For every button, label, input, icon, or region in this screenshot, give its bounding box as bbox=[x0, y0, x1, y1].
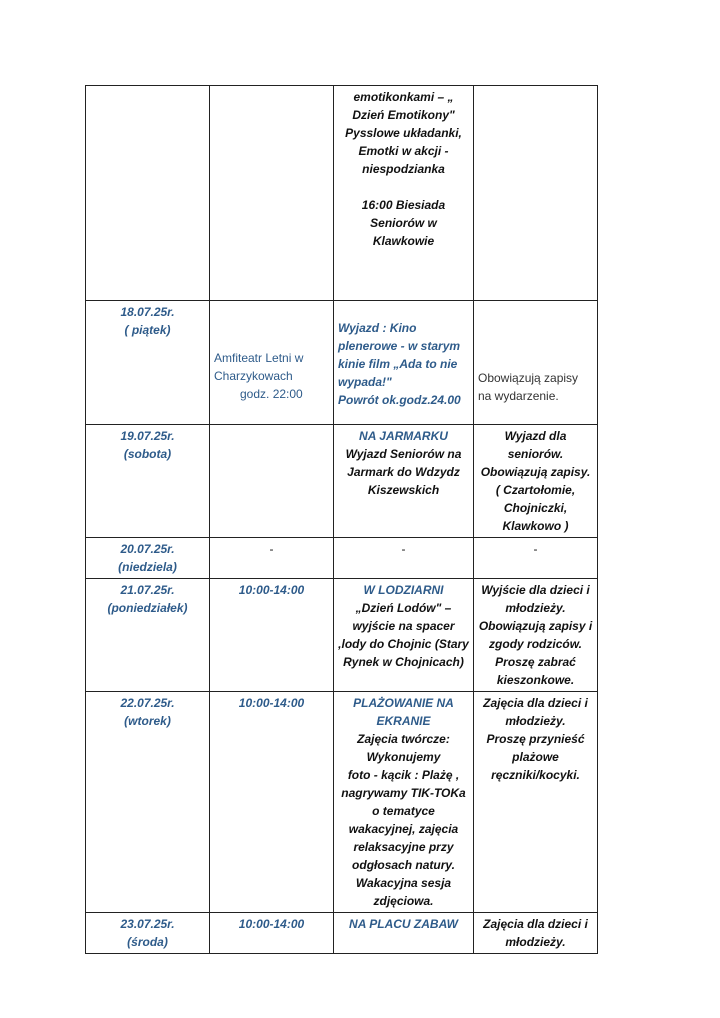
event-line: Zajęcia twórcze: bbox=[357, 732, 450, 746]
event-line: wyjście na spacer bbox=[352, 619, 455, 633]
table-row bbox=[86, 913, 598, 954]
date-cell bbox=[86, 692, 210, 913]
time-cell: - bbox=[210, 538, 334, 579]
event-cell bbox=[334, 538, 474, 579]
weekday-label: (niedziela) bbox=[118, 560, 177, 574]
notes-cell bbox=[474, 538, 598, 579]
date-label: 23.07.25r. bbox=[120, 917, 175, 931]
note-line: zgody rodziców. bbox=[489, 637, 582, 651]
weekday-label: (wtorek) bbox=[124, 714, 171, 728]
event-line: ,lody do Chojnic (Stary bbox=[338, 637, 469, 651]
event-line: relaksacyjne przy bbox=[353, 840, 454, 854]
note-line: Obowiązują zapisy bbox=[478, 371, 579, 385]
note-line: Chojniczki, bbox=[503, 501, 568, 515]
event-line: o tematyce bbox=[372, 804, 435, 818]
event-line: wakacyjnej, zajęcia bbox=[348, 822, 459, 836]
event-cell bbox=[334, 301, 474, 425]
event-cell bbox=[334, 425, 474, 538]
weekday-label: (sobota) bbox=[123, 447, 172, 461]
table-row bbox=[86, 692, 598, 913]
note-line: młodzieży. bbox=[505, 714, 566, 728]
notes-cell bbox=[474, 425, 598, 538]
note-line: Wyjście dla dzieci i bbox=[481, 583, 590, 597]
event-line: Powrót ok.godz.24.00 bbox=[338, 393, 461, 407]
event-line: Jarmark do Wdzydz bbox=[347, 465, 460, 479]
date-label: 18.07.25r. bbox=[120, 305, 175, 319]
note-line: ręczniki/kocyki. bbox=[491, 768, 580, 782]
note-line: młodzieży. bbox=[505, 601, 566, 615]
event-title: W LODZIARNI bbox=[363, 583, 444, 597]
note-line: Klawkowo ) bbox=[502, 519, 569, 533]
date-label: 19.07.25r. bbox=[120, 429, 175, 443]
table-row bbox=[86, 86, 598, 301]
event-cell bbox=[334, 86, 474, 301]
time-cell bbox=[210, 86, 334, 301]
notes-cell bbox=[474, 692, 598, 913]
date-cell bbox=[86, 301, 210, 425]
event-cell bbox=[334, 913, 474, 954]
note-line: seniorów. bbox=[507, 447, 564, 461]
date-label: 22.07.25r. bbox=[120, 696, 175, 710]
weekday-label: (środa) bbox=[127, 935, 168, 949]
event-line: Emotki w akcji - bbox=[358, 144, 449, 158]
event-title: NA JARMARKU bbox=[359, 429, 448, 443]
event-line: odgłosach natury. bbox=[352, 858, 455, 872]
note-line: na wydarzenie. bbox=[478, 389, 559, 403]
event-cell bbox=[334, 579, 474, 692]
venue-line: Charzykowach bbox=[214, 369, 293, 383]
note-line: ( Czartołomie, bbox=[495, 483, 576, 497]
date-cell bbox=[86, 425, 210, 538]
event-line: Dzień Emotikony" bbox=[352, 108, 455, 122]
table-row bbox=[86, 425, 598, 538]
note-line: młodzieży. bbox=[505, 935, 566, 949]
notes-cell bbox=[474, 301, 598, 425]
note-line: Obowiązują zapisy i bbox=[478, 619, 593, 633]
table-row bbox=[86, 538, 598, 579]
venue-cell bbox=[210, 301, 334, 425]
event-line: Pysslowe układanki, bbox=[345, 126, 462, 140]
notes-cell bbox=[474, 86, 598, 301]
note-line: Wyjazd dla bbox=[504, 429, 567, 443]
schedule-table bbox=[85, 85, 598, 954]
date-cell bbox=[86, 913, 210, 954]
event-title: EKRANIE bbox=[376, 714, 431, 728]
event-line: plenerowe - w starym bbox=[338, 339, 461, 353]
venue-line: godz. 22:00 bbox=[240, 387, 303, 401]
event-title: PLAŻOWANIE NA bbox=[353, 696, 454, 710]
note-line: Zajęcia dla dzieci i bbox=[483, 696, 588, 710]
event-line: Seniorów w bbox=[370, 216, 437, 230]
event-line: „Dzień Lodów" – bbox=[355, 601, 452, 615]
table-row bbox=[86, 579, 598, 692]
note-line: plażowe bbox=[512, 750, 559, 764]
event-line: wypada!" bbox=[338, 375, 392, 389]
event-line: kinie film „Ada to nie bbox=[338, 357, 458, 371]
event-line: Klawkowie bbox=[372, 234, 435, 248]
note-line: Proszę przynieść bbox=[486, 732, 585, 746]
event-cell bbox=[334, 692, 474, 913]
time-cell bbox=[210, 425, 334, 538]
event-line: foto - kącik : Plażę , bbox=[347, 768, 460, 782]
event-line: Wakacyjna sesja bbox=[355, 876, 452, 890]
event-line: Wyjazd Seniorów na bbox=[345, 447, 462, 461]
time-cell: 10:00-14:00 bbox=[210, 913, 334, 954]
time-cell: 10:00-14:00 bbox=[210, 579, 334, 692]
event-line: 16:00 Biesiada bbox=[361, 198, 446, 212]
notes-cell bbox=[474, 579, 598, 692]
event-title: NA PLACU ZABAW bbox=[349, 917, 458, 931]
table-row bbox=[86, 301, 598, 425]
note-line: Proszę zabrać bbox=[495, 655, 576, 669]
weekday-label: (poniedziałek) bbox=[107, 601, 188, 615]
event-line: Wykonujemy bbox=[366, 750, 441, 764]
event-line: emotikonkami – „ bbox=[353, 90, 454, 104]
notes-cell bbox=[474, 913, 598, 954]
event-line: Wyjazd : Kino bbox=[338, 321, 417, 335]
date-cell bbox=[86, 579, 210, 692]
event-line: niespodzianka bbox=[362, 162, 445, 176]
event-line: Rynek w Chojnicach) bbox=[343, 655, 464, 669]
date-label: 21.07.25r. bbox=[120, 583, 175, 597]
note-line: - bbox=[533, 542, 538, 556]
date-label: 20.07.25r. bbox=[120, 542, 175, 556]
date-cell bbox=[86, 86, 210, 301]
event-line: nagrywamy TIK-TOKa bbox=[341, 786, 466, 800]
event-line: - bbox=[401, 542, 406, 556]
note-line: Zajęcia dla dzieci i bbox=[483, 917, 588, 931]
event-line: Kiszewskich bbox=[367, 483, 440, 497]
time-cell: 10:00-14:00 bbox=[210, 692, 334, 913]
date-cell bbox=[86, 538, 210, 579]
event-line: zdjęciowa. bbox=[373, 894, 434, 908]
venue-line: Amfiteatr Letni w bbox=[214, 351, 304, 365]
note-line: kieszonkowe. bbox=[496, 673, 575, 687]
weekday-label: ( piątek) bbox=[124, 323, 171, 337]
note-line: Obowiązują zapisy. bbox=[480, 465, 591, 479]
